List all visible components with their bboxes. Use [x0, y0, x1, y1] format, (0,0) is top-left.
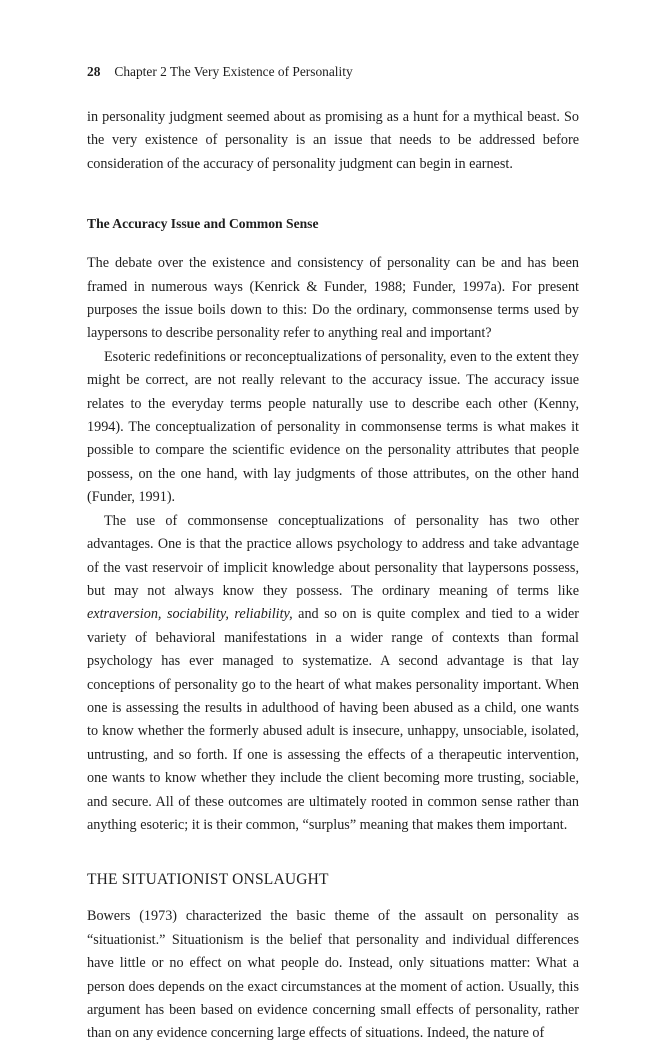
paragraph-continuation: in personality judgment seemed about as promising as a hunt for a mythical beast. So the very existence of personality is an issue that needs to be addressed before consideration of the accuracy of personality judgment can begin in earnest. [87, 109, 579, 172]
book-page [87, 62, 579, 1046]
subsection-heading: The Accuracy Issue and Common Sense [87, 216, 319, 232]
chapter-title: Chapter 2 The Very Existence of Personality [114, 64, 353, 79]
paragraph-2: Esoteric redefinitions or reconceptualizations of personality, even to the extent they might be correct, are not really relevant to the accuracy issue. The accuracy issue relates to the everyday terms people naturally use to describe each other (Kenny, 1994). The conceptualization of personality in commonsense terms is what makes it possible to compare the scientific evidence on the personality attributes that people possess, on the one hand, with lay judgments of those attributes, on the other hand (Funder, 1991). [87, 348, 579, 506]
paragraph-3-italic-terms: extraversion, sociability, reliability, [87, 606, 293, 623]
paragraph-3-text-b: and so on is quite complex and tied to a wider variety of behavioral manifestations in a wider range of contexts than formal psychology has ever managed to systematize. A second advantage is that lay conceptions of personality go to the heart of what makes personality important. When one is assessing the results in adulthood of having been abused as a child, one wants to know whether the formerly abused adult is insecure, unhappy, unsociable, isolated, untrusting, and so forth. If one is assessing the effects of a therapeutic intervention, one wants to know whether they include the client becoming more trusting, sociable, and secure. All of these outcomes are ultimately rooted in common sense rather than anything esoteric; it is their common, “surplus” meaning that makes them important. [87, 606, 579, 833]
paragraph-3-text-a: The use of commonsense conceptualizations of personality has two other advantages. One is that the practice allows psychology to address and take advantage of the vast reservoir of implicit knowledge about personality that laypersons possess, but may not always know they possess. The ordinary meaning of terms like [87, 512, 579, 599]
paragraph-3 [87, 510, 579, 838]
page-number: 28 [87, 64, 101, 79]
section-heading: THE SITUATIONIST ONSLAUGHT [87, 871, 329, 889]
running-head [87, 62, 579, 82]
paragraph-4: Bowers (1973) characterized the basic theme of the assault on personality as “situationist.” Situationism is the belief that personality and individual differences have little or no effect on what people do. Instead, only situations matter: What a person does depends on the exact circumstances at the moment of action. Usually, this argument has been based on evidence concerning small effects of personality, rather than on any evidence concerning large effects of situations. Indeed, the nature of [87, 908, 579, 1042]
paragraph-1: The debate over the existence and consistency of personality can be and has been framed in numerous ways (Kenrick & Funder, 1988; Funder, 1997a). For present purposes the issue boils down to this: Do the ordinary, commonsense terms used by laypersons to describe personality refer to anything real and important? [87, 255, 579, 342]
